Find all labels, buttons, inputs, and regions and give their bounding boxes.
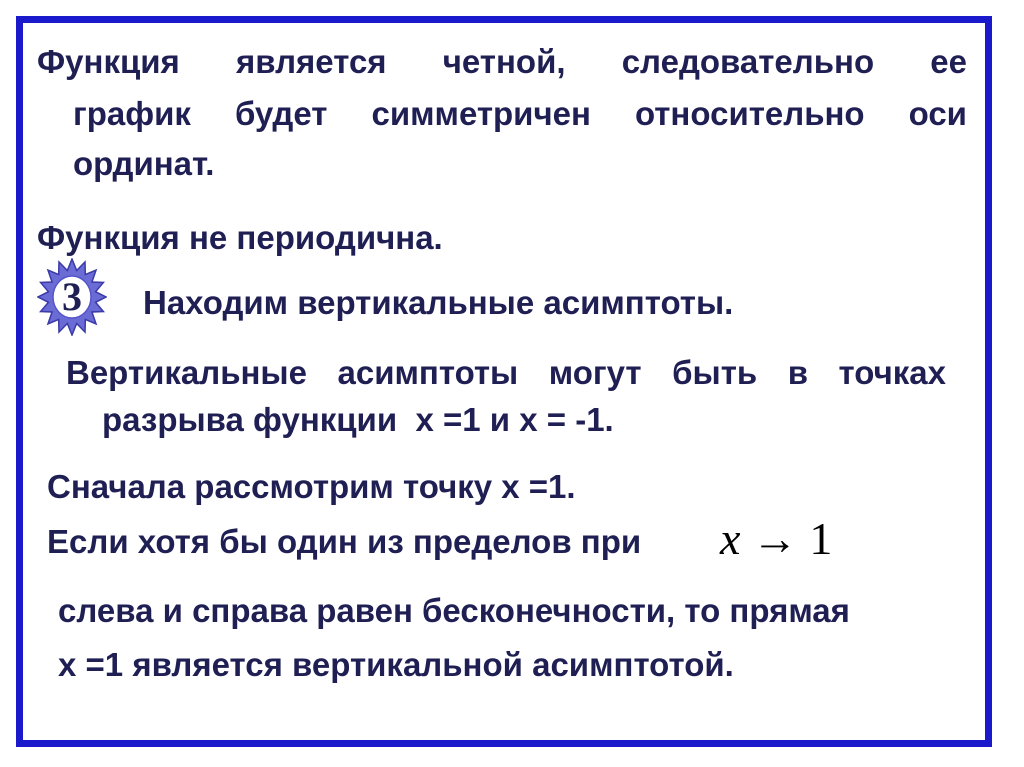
word: Вертикальные: [66, 354, 307, 391]
paragraph-6-line-2: x =1 является вертикальной асимптотой.: [58, 646, 734, 683]
word: оси: [908, 95, 967, 132]
formula-value: 1: [809, 513, 833, 564]
step-number-badge: [37, 258, 107, 336]
limit-formula: [720, 513, 832, 565]
word: является: [235, 43, 387, 80]
word: ее: [930, 43, 967, 80]
paragraph-2: Функция не периодична.: [37, 219, 443, 256]
word: будет: [234, 95, 328, 132]
paragraph-3-line-1: [66, 351, 946, 395]
paragraph-1-line-2: [73, 92, 967, 136]
step-title: Находим вертикальные асимптоты.: [143, 284, 734, 321]
arrow-icon: →: [751, 513, 798, 564]
paragraph-1-line-3: ординат.: [73, 145, 215, 182]
word: график: [73, 95, 191, 132]
word: четной,: [442, 43, 566, 80]
word: Функция: [37, 43, 180, 80]
word: в: [787, 354, 808, 391]
word: точках: [838, 354, 946, 391]
formula-variable: x: [720, 513, 741, 564]
paragraph-3-line-2: разрыва функции x =1 и x = -1.: [102, 401, 614, 438]
word: относительно: [634, 95, 865, 132]
paragraph-5: Если хотя бы один из пределов при: [47, 523, 642, 560]
paragraph-6-line-1: слева и справа равен бесконечности, то прямая: [58, 592, 850, 629]
word: следовательно: [621, 43, 875, 80]
paragraph-1-line-1: [37, 40, 967, 84]
word: симметричен: [371, 95, 591, 132]
word: быть: [672, 354, 758, 391]
word: могут: [548, 354, 642, 391]
paragraph-4: Сначала рассмотрим точку x =1.: [47, 468, 576, 505]
step-number: 3: [62, 274, 82, 319]
word: асимптоты: [337, 354, 519, 391]
